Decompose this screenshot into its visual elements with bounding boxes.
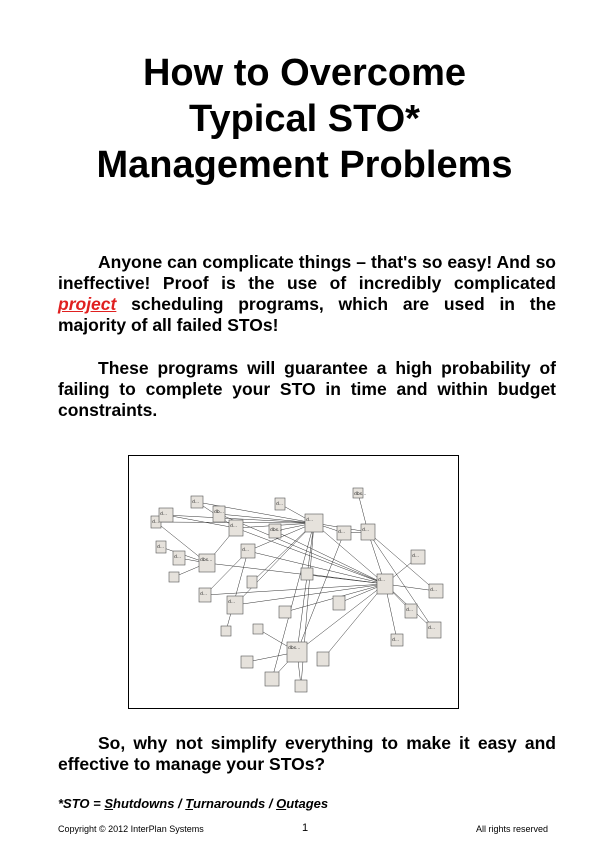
diagram-node <box>301 568 313 580</box>
diagram-node <box>199 554 215 572</box>
network-diagram-figure <box>128 455 459 709</box>
diagram-edge <box>323 584 385 659</box>
footnote <box>58 796 328 811</box>
diagram-node-label: d... <box>157 545 165 550</box>
intro-paragraph <box>58 252 556 336</box>
warning-paragraph <box>58 358 556 421</box>
diagram-node-label: d... <box>428 626 436 631</box>
diagram-node-label: d... <box>378 578 386 583</box>
diagram-node-label: d... <box>338 530 346 535</box>
footnote-outages: utages <box>286 796 329 811</box>
diagram-node <box>279 606 291 618</box>
diagram-node-label: d... <box>406 608 414 613</box>
diagram-edge <box>207 563 385 584</box>
diagram-edge <box>235 584 385 605</box>
diagram-node-label: d... <box>160 512 168 517</box>
project-link[interactable]: project <box>58 294 117 314</box>
diagram-node-label: d... <box>306 518 314 523</box>
conclusion-paragraph <box>58 733 556 775</box>
diagram-node <box>305 514 323 532</box>
footnote-shutdowns: hutdowns <box>113 796 175 811</box>
diagram-node <box>317 652 329 666</box>
footer-page-number: 1 <box>302 822 309 834</box>
footer-rights: All rights reserved <box>476 824 549 834</box>
diagram-node <box>241 656 253 668</box>
diagram-node-label: d... <box>242 548 250 553</box>
diagram-node <box>247 576 257 588</box>
intro-text-part1: Anyone can complicate things – that's so easy! And so ineffective! Proof is the use of incredibly complicated <box>58 252 556 293</box>
diagram-edge <box>248 551 385 584</box>
network-diagram <box>129 456 458 708</box>
footnote-o: O <box>276 796 287 811</box>
diagram-node-label: d... <box>430 588 438 593</box>
diagram-node-label: d... <box>228 600 236 605</box>
footnote-sep: / <box>265 796 277 811</box>
footnote-prefix: *STO = <box>58 796 105 811</box>
diagram-node-label: d... <box>192 500 200 505</box>
diagram-node-label: d... <box>362 528 370 533</box>
title-line-1: How to Overcome <box>142 52 467 94</box>
diagram-node <box>221 626 231 636</box>
diagram-node-label: dbs... <box>288 646 301 651</box>
diagram-node-label: d... <box>200 592 208 597</box>
intro-text-part2: scheduling programs, which are used in the majority of all failed STOs! <box>58 294 556 335</box>
title-line-3: Management Problems <box>96 144 513 186</box>
diagram-node-label: d... <box>276 502 284 507</box>
footnote-t: T <box>185 796 193 811</box>
diagram-node <box>227 596 243 614</box>
footnote-turnarounds: urnarounds <box>193 796 266 811</box>
diagram-node-label: dbs... <box>354 492 367 497</box>
diagram-node-label: d... <box>152 520 160 525</box>
footnote-sep: / <box>174 796 186 811</box>
title-line-2: Typical STO* <box>189 98 420 140</box>
diagram-node-label: dbs... <box>200 558 213 563</box>
footer-copyright: Copyright © 2012 InterPlan Systems <box>58 824 204 834</box>
diagram-node-label: db... <box>214 510 225 515</box>
diagram-node <box>295 680 307 692</box>
diagram-node-label: dbs... <box>270 528 283 533</box>
diagram-node <box>265 672 279 686</box>
diagram-node-label: d... <box>174 555 182 560</box>
page-title <box>0 50 609 188</box>
diagram-node <box>377 574 393 594</box>
conclusion-text: So, why not simplify everything to make it easy and effective to manage your STOs? <box>58 733 556 774</box>
warning-text: These programs will guarantee a high probability of failing to complete your STO in time and within budget constraints. <box>58 358 556 420</box>
diagram-node <box>333 596 345 610</box>
diagram-node-label: d... <box>392 638 400 643</box>
diagram-node <box>287 642 307 662</box>
diagram-node-label: d... <box>230 524 238 529</box>
diagram-node <box>169 572 179 582</box>
diagram-node-label: d... <box>412 554 420 559</box>
footnote-s: S <box>104 796 114 811</box>
diagram-edge <box>226 551 248 631</box>
diagram-node <box>253 624 263 634</box>
